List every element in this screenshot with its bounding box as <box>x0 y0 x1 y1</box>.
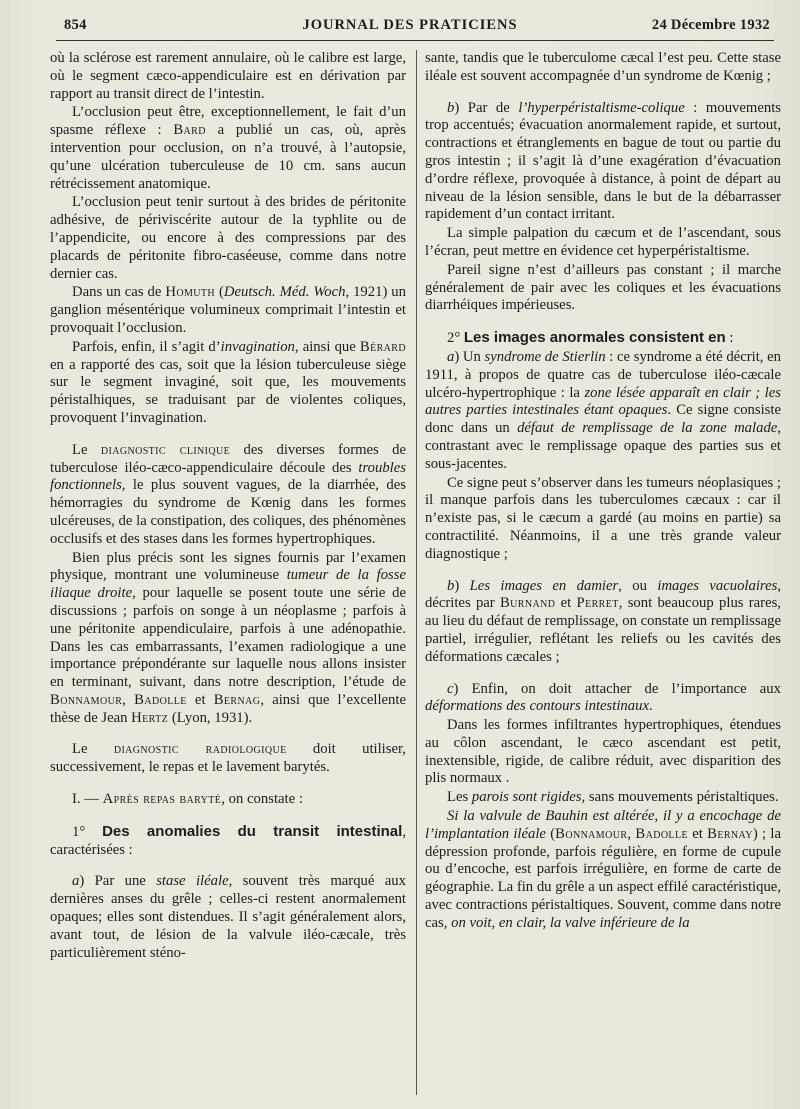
paragraph: b) Les images en damier, ou images vacuolaires, décrites par Burnand et Perret, sont beaucoup plus rares, au lieu du défaut de remplissage, on constate un remplissage partiel, irrégulier, reflétant les reliefs ou les cavités des déformations cæcales ; <box>425 577 781 665</box>
paragraph: c) Enfin, on doit attacher de l’importance aux déformations des contours intestinaux. <box>425 680 781 715</box>
header-rule <box>56 40 774 41</box>
paragraph: Dans un cas de Homuth (Deutsch. Méd. Woch, 1921) un ganglion mésentérique volumineux comprimait l’intestin et provoquait l’occlusion. <box>50 284 406 336</box>
paragraph: 2° Les images anormales consistent en : <box>447 329 734 347</box>
left-column <box>50 50 406 1100</box>
paragraph: Les parois sont rigides, sans mouvements péristaltiques. <box>447 789 779 806</box>
paragraph: où la sclérose est rarement annulaire, où le calibre est large, où le segment cæco-appendiculaire est en dérivation par rapport au transit direct de l’intestin. <box>50 50 406 102</box>
paragraph: I. — Après repas baryté, on constate : <box>72 791 303 808</box>
paragraph: a) Un syndrome de Stierlin : ce syndrome a été décrit, en 1911, à propos de quatre cas de tuberculose iléo-cæcale ulcéro-hypertrophique : la zone lésée apparaît en clair ; les autres parties intestinales étant opaques. Ce signe consiste donc dans un défaut de remplissage de la zone malade, contrastant avec le remplissage opaque des parties sus et sous-jacentes. <box>425 348 781 472</box>
paragraph: L’occlusion peut être, exceptionnellement, le fait d’un spasme réflexe : Bard a publié un cas, où, après intervention pour occlusion, on n’a trouvé, à l’autopsie, qu’une ulcération tuberculeuse de 10 cm. sans aucun rétrécissement anatomique. <box>50 104 406 192</box>
paragraph: Si la valvule de Bauhin est altérée, il y a encochage de l’implantation iléale (Bonnamour, Badolle et Bernay) ; la dépression profonde, parfois régulière, en forme de cupule ou d’encoche, est parfois irrégulière, en forme de carte de géographie. La fin du grêle a un aspect effilé caractéristique, avec contractions péristaltiques. Souvent, comme dans notre cas, on voit, en clair, la valve inférieure de la <box>425 808 781 931</box>
journal-title: JOURNAL DES PRATICIENS <box>302 17 518 33</box>
paragraph: Parfois, enfin, il s’agit d’invagination, ainsi que Bérard en a rapporté des cas, soit que la lésion tuberculeuse siège sur le segment invaginé, soit que, les mouvements péristalhiques, se traduisant par de violentes coliques, provoquent l’invagination. <box>50 338 406 426</box>
issue-date: 24 Décembre 1932 <box>651 17 770 33</box>
paragraph: Dans les formes infiltrantes hypertrophiques, étendues au côlon ascendant, le cæco ascendant est petit, inextensible, rigide, de calibre réduit, avec disparition des plis normaux . <box>425 717 781 787</box>
paragraph: sante, tandis que le tuberculome cæcal l’est peu. Cette stase iléale est souvent accompagnée d’un syndrome de Kœnig ; <box>425 50 781 84</box>
paragraph: Le diagnostic clinique des diverses formes de tuberculose iléo-cæco-appendiculaire découle des troubles fonctionnels, le plus souvent vagues, de la diarrhée, des hémorragies du syndrome de Kœnig dans les formes ulcéreuses, de la constipation, des coliques, des phénomènes occlusifs et des stases dans les formes hypertrophiques. <box>50 441 406 547</box>
paragraph: Le diagnostic radiologique doit utiliser, successivement, le repas et le lavement barytés. <box>50 741 406 776</box>
paragraph: Pareil signe n’est d’ailleurs pas constant ; il marche généralement de pair avec les coliques et les évacuations diarrhéiques impérieuses. <box>425 261 781 314</box>
paragraph: b) Par de l’hyperpéristaltisme-colique : mouvements trop accentués; évacuation anormalement rapide, et surtout, contractions et étranglements en bague de tout ou partie du gros intestin ; il s’agit là d’une exagération d’évacuation d’ordre réflexe, provoquée à distance, à point de départ au niveau de la lésion sensible, dans le but de la débarrasser rapidement d’un contact irritant. <box>425 99 781 223</box>
column-separator <box>416 50 417 1095</box>
page-header <box>50 14 770 38</box>
paragraph: 1° Des anomalies du transit intestinal, caractérisées : <box>50 822 406 858</box>
paragraph: Bien plus précis sont les signes fournis par l’examen physique, montrant une volumineuse tumeur de la fosse iliaque droite, pour laquelle se posent toute une série de discussions ; parfois on songe à un néoplasme ; parfois à une péritonite appendiculaire, parfois à une adénopathie. Dans les cas embarrassants, l’examen radiologique a une importance prépondérante sur laquelle nous allons insister en terminant, suivant, dans notre description, l’étude de Bonnamour, Badolle et Bernag, ainsi que l’excellente thèse de Jean Hertz (Lyon, 1931). <box>50 549 406 726</box>
page-number: 854 <box>64 17 87 33</box>
paragraph: a) Par une stase iléale, souvent très marqué aux dernières anses du grêle ; celles-ci restent anormalement opaques; elles sont distendues. Il s’agit généralement alors, avant tout, de lésion de la valvule iléo-cæcale, très particulièrement sténo- <box>50 873 406 961</box>
paragraph: La simple palpation du cæcum et de l’ascendant, sous l’écran, peut mettre en évidence cet hyperpéristaltisme. <box>425 225 781 259</box>
paragraph: Ce signe peut s’observer dans les tumeurs néoplasiques ; il manque parfois dans les tuberculomes cæcaux : car il n’existe pas, si le cæcum a gardé (au moins en partie) sa contractilité. Néanmoins, il a une très grande valeur diagnostique ; <box>425 474 781 562</box>
right-column <box>425 50 781 1100</box>
paragraph: L’occlusion peut tenir surtout à des brides de péritonite adhésive, de périviscérite autour de la typhlite ou de l’appendicite, ou encore à des compressions par des placards de péritonite fibro-caséeuse, comme dans notre dernier cas. <box>50 194 406 282</box>
